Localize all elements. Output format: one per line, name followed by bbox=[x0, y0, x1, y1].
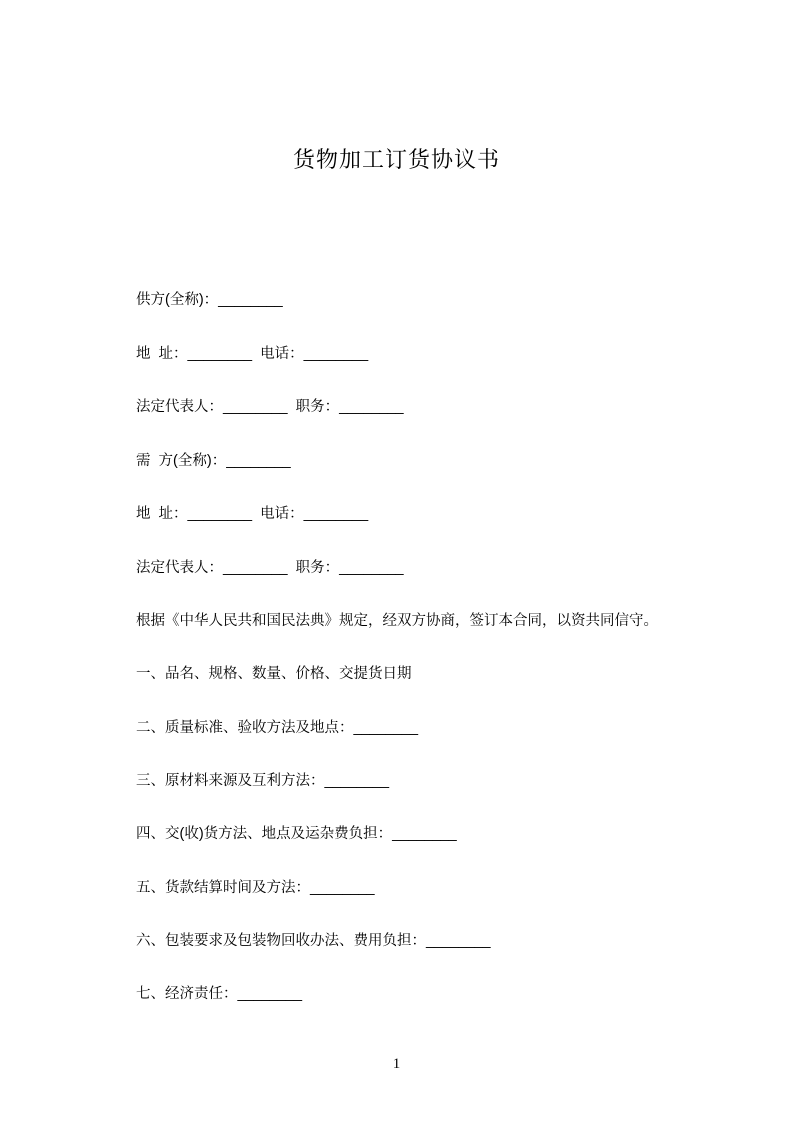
clause-7: 七、经济责任：________ bbox=[136, 986, 303, 1002]
document-title: 货物加工订货协议书 bbox=[292, 147, 500, 172]
supplier-name-line: 供方(全称)：________ bbox=[136, 292, 283, 308]
preamble-paragraph: 根据《中华人民共和国民法典》规定，经双方协商，签订本合同，以资共同信守。 bbox=[136, 613, 658, 629]
page-number: 1 bbox=[392, 1056, 401, 1072]
clause-1: 一、品名、规格、数量、价格、交提货日期 bbox=[136, 666, 412, 682]
buyer-address-phone-line: 地 址：________ 电话：________ bbox=[136, 506, 369, 522]
clause-3: 三、原材料来源及互利方法：________ bbox=[136, 773, 390, 789]
supplier-address-phone-line: 地 址：________ 电话：________ bbox=[136, 346, 369, 362]
supplier-representative-line: 法定代表人：________ 职务：________ bbox=[136, 399, 404, 415]
buyer-name-line: 需 方(全称)：________ bbox=[136, 453, 291, 469]
clause-5: 五、货款结算时间及方法：________ bbox=[136, 880, 375, 896]
clause-4: 四、交(收)货方法、地点及运杂费负担：________ bbox=[136, 826, 457, 842]
buyer-representative-line: 法定代表人：________ 职务：________ bbox=[136, 560, 404, 576]
clause-2: 二、质量标准、验收方法及地点：________ bbox=[136, 720, 419, 736]
clause-6: 六、包装要求及包装物回收办法、费用负担：________ bbox=[136, 933, 491, 949]
